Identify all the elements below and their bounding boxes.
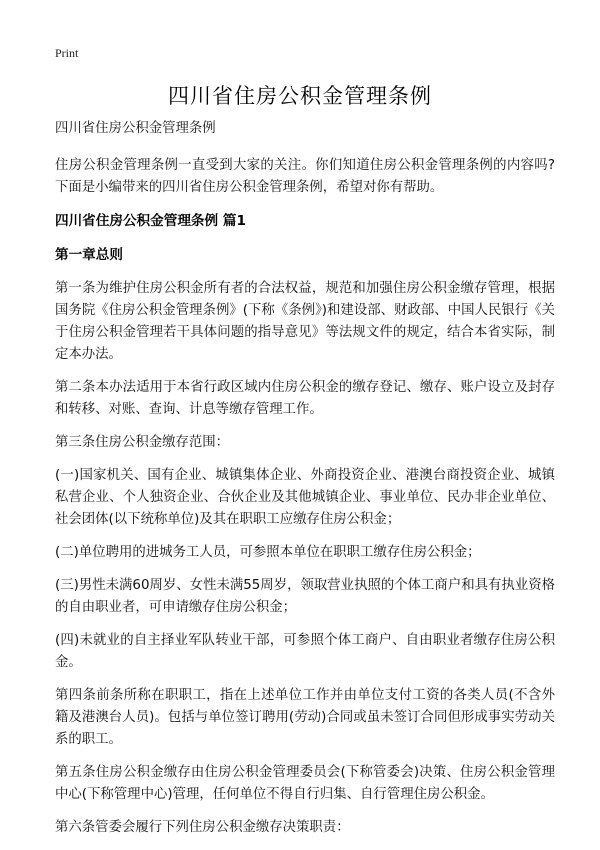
print-label[interactable]: Print [55, 46, 79, 60]
article-2: 第二条本办法适用于本省行政区域内住房公积金的缴存登记、缴存、账户设立及封存和转移、对账、查询、计息等缴存管理工作。 [55, 380, 555, 417]
article-3-item-4: (四)未就业的自主择业军队转业干部，可参照个体工商户、自由职业者缴存住房公积金。 [55, 633, 555, 670]
article-3-item-1: (一)国家机关、国有企业、城镇集体企业、外商投资企业、港澳台商投资企业、城镇私营企业、个人独资企业、合伙企业及其他城镇企业、事业单位、民办非企业单位、社会团体(以下统称单位)及其在职职工应缴存住房公积金； [55, 468, 555, 527]
article-6: 第六条管委会履行下列住房公积金缴存决策职责： [55, 820, 350, 835]
article-5: 第五条住房公积金缴存由住房公积金管理委员会(下称管委会)决策、住房公积金管理中心(下称管理中心)管理，任何单位不得自行归集、自行管理住房公积金。 [55, 765, 555, 802]
article-4: 第四条前条所称在职职工，指在上述单位工作并由单位支付工资的各类人员(不含外籍及港澳台人员)。包括与单位签订聘用(劳动)合同或虽未签订合同但形成事实劳动关系的职工。 [55, 688, 555, 747]
article-3-item-3: (三)男性未满60周岁、女性未满55周岁，领取营业执照的个体工商户和具有执业资格的自由职业者，可申请缴存住房公积金； [55, 578, 555, 615]
subtitle: 四川省住房公积金管理条例 [55, 121, 216, 136]
section-heading: 四川省住房公积金管理条例 篇1 [55, 213, 246, 229]
chapter-heading: 第一章总则 [55, 247, 123, 263]
article-1: 第一条为维护住房公积金所有者的合法权益，规范和加强住房公积金缴存管理，根据国务院《住房公积金管理条例》(下称《条例》)和建设部、财政部、中国人民银行《关于住房公积金管理若干具体问题的指导意见》等法规文件的规定，结合本省实际，制定本办法。 [55, 281, 555, 362]
document-body [55, 118, 555, 850]
article-3-item-2: (二)单位聘用的进城务工人员，可参照本单位在职职工缴存住房公积金； [55, 545, 481, 560]
article-3: 第三条住房公积金缴存范围： [55, 435, 230, 450]
intro-paragraph: 住房公积金管理条例一直受到大家的关注。你们知道住房公积金管理条例的内容吗?下面是小编带来的四川省住房公积金管理条例，希望对你有帮助。 [55, 158, 555, 195]
page-title: 四川省住房公积金管理条例 [168, 84, 432, 108]
